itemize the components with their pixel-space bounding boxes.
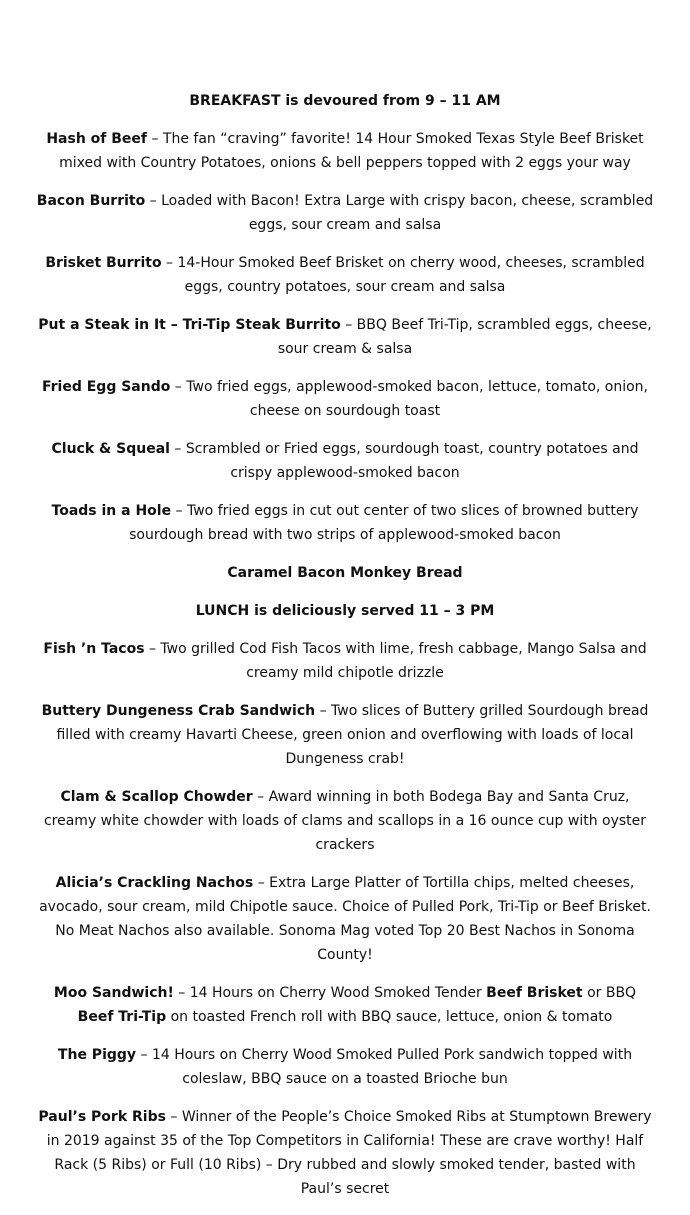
menu-item-the-piggy (36, 1043, 654, 1091)
item-description: – 14-Hour Smoked Beef Brisket on cherry wood, cheeses, scrambled eggs, country potatoes, sour cream and salsa (161, 255, 645, 295)
item-name: Fried Egg Sando (41, 379, 171, 395)
item-name: Clam & Scallop Chowder (60, 789, 253, 805)
item-highlight: Beef Brisket (486, 985, 583, 1001)
item-name: Paul’s Pork Ribs (38, 1109, 166, 1125)
item-description: – The fan “craving” favorite! 14 Hour Smoked Texas Style Beef Brisket mixed with Country Potatoes, onions & bell peppers topped with 2 eggs your way (59, 131, 644, 171)
menu-item-tri-tip-burrito (36, 313, 654, 361)
item-description: – Two fried eggs in cut out center of two slices of browned buttery sourdough bread with two strips of applewood-smoked bacon (129, 503, 639, 543)
item-description: – 14 Hours on Cherry Wood Smoked Pulled Pork sandwich topped with coleslaw, BBQ sauce on a toasted Brioche bun (136, 1047, 633, 1087)
menu-item-fried-egg-sando (36, 375, 654, 423)
menu-item-clam-scallop-chowder (36, 785, 654, 857)
menu-item-caramel-bacon-monkey-bread: Caramel Bacon Monkey Bread (227, 565, 463, 581)
item-name: Bacon Burrito (36, 193, 146, 209)
item-name: Toads in a Hole (51, 503, 172, 519)
item-description: – Scrambled or Fried eggs, sourdough toast, country potatoes and crispy applewood-smoked bacon (169, 441, 639, 481)
item-name: Buttery Dungeness Crab Sandwich (41, 703, 316, 719)
item-highlight: Beef Tri-Tip (77, 1009, 167, 1025)
menu-item-moo-sandwich (36, 981, 654, 1029)
item-name: Moo Sandwich! (53, 985, 174, 1001)
item-name: The Piggy (57, 1047, 137, 1063)
item-description: – Two grilled Cod Fish Tacos with lime, fresh cabbage, Mango Salsa and creamy mild chipotle drizzle (144, 641, 647, 681)
item-description: – Two slices of Buttery grilled Sourdough bread filled with creamy Havarti Cheese, green onion and overflowing with loads of local Dungeness crab! (56, 703, 649, 767)
item-description: on toasted French roll with BBQ sauce, lettuce, onion & tomato (166, 1009, 613, 1025)
menu-item-toads-in-a-hole (36, 499, 654, 547)
menu-item-cluck-and-squeal (36, 437, 654, 485)
item-description: or BBQ (582, 985, 637, 1001)
menu-item-crab-sandwich (36, 699, 654, 771)
item-description: – Award winning in both Bodega Bay and Santa Cruz, creamy white chowder with loads of clams and scallops in a 16 ounce cup with oyster crackers (43, 789, 647, 853)
menu-item-fish-n-tacos (36, 637, 654, 685)
menu-item-brisket-burrito (36, 251, 654, 299)
lunch-heading: LUNCH is deliciously served 11 – 3 PM (195, 603, 495, 619)
item-description: – BBQ Beef Tri-Tip, scrambled eggs, cheese, sour cream & salsa (277, 317, 652, 357)
item-description: – Two fried eggs, applewood-smoked bacon, lettuce, tomato, onion, cheese on sourdough toast (170, 379, 649, 419)
menu-item-bacon-burrito (36, 189, 654, 237)
item-description: – 14 Hours on Cherry Wood Smoked Tender (173, 985, 487, 1001)
item-name: Cluck & Squeal (51, 441, 170, 457)
item-name: Brisket Burrito (45, 255, 162, 271)
breakfast-heading: BREAKFAST is devoured from 9 – 11 AM (189, 93, 501, 109)
menu-document (36, 89, 654, 1215)
menu-item-pauls-pork-ribs (36, 1105, 654, 1201)
item-name: Fish ’n Tacos (43, 641, 145, 657)
menu-item-hash-of-beef (36, 127, 654, 175)
item-name: Alicia’s Crackling Nachos (55, 875, 254, 891)
item-description: – Winner of the People’s Choice Smoked Ribs at Stumptown Brewery in 2019 against 35 of the Top Competitors in California! These are crave worthy! Half Rack (5 Ribs) or Full (10 Ribs) – Dry rubbed and slowly smoked tender, basted with Paul’s secret (46, 1109, 652, 1197)
menu-item-crackling-nachos (36, 871, 654, 967)
item-description: – Extra Large Platter of Tortilla chips, melted cheeses, avocado, sour cream, mild Chipotle sauce. Choice of Pulled Pork, Tri-Tip or Beef Brisket. No Meat Nachos also available. Sonoma Mag voted Top 20 Best Nachos in Sonoma County! (39, 875, 651, 963)
item-name: Hash of Beef (46, 131, 148, 147)
item-name: Put a Steak in It – Tri-Tip Steak Burrito (38, 317, 341, 333)
item-description: – Loaded with Bacon! Extra Large with crispy bacon, cheese, scrambled eggs, sour cream and salsa (145, 193, 654, 233)
